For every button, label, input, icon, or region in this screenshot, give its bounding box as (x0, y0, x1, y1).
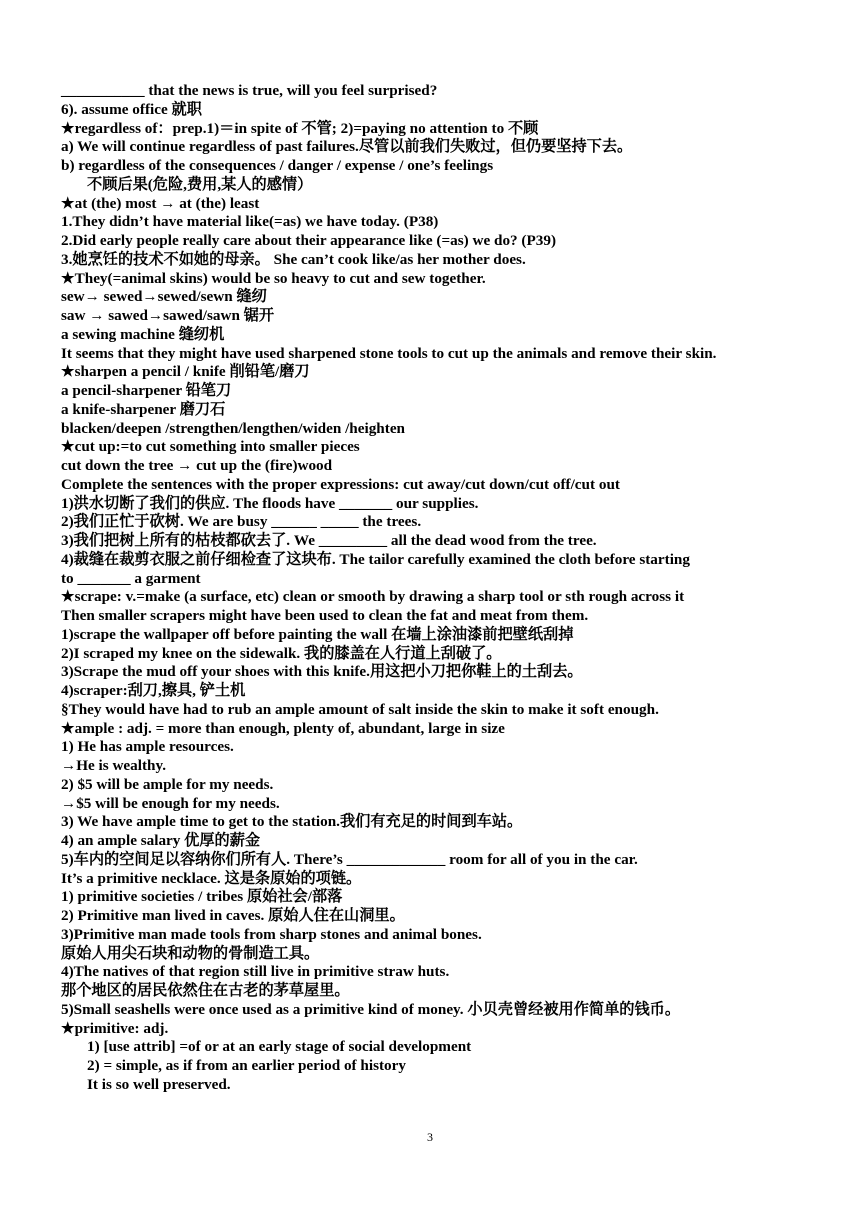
text-line: 3)Scrape the mud off your shoes with this knife.用这把小刀把你鞋上的土刮去。 (61, 663, 583, 681)
text-line: ★They(=animal skins) would be so heavy to cut and sew together. (61, 269, 486, 287)
text-line: 2) $5 will be ample for my needs. (61, 775, 274, 793)
text-line: 2) Primitive man lived in caves. 原始人住在山洞里。 (61, 907, 405, 924)
text-line: Complete the sentences with the proper expressions: cut away/cut down/cut off/cut out (61, 475, 620, 493)
text-line: 2) = simple, as if from an earlier period of history (87, 1057, 406, 1074)
text-line: ★regardless of：prep.1)＝in spite of 不管; 2)=paying no attention to 不顾 (61, 119, 539, 137)
text-line: b) regardless of the consequences / danger / expense / one’s feelings (61, 157, 494, 174)
text-line: a sewing machine 缝纫机 (61, 325, 225, 343)
text-line: 1) He has ample resources. (61, 738, 234, 756)
page-number: 3 (427, 1130, 433, 1144)
text-line: 3) We have ample time to get to the station.我们有充足的时间到车站。 (61, 813, 523, 831)
text-line: ★at (the) most → at (the) least (61, 194, 260, 212)
text-line: saw → sawed→sawed/sawn 锯开 (61, 307, 275, 324)
text-line: 3.她烹饪的技术不如她的母亲。 She can’t cook like/as her mother does. (61, 250, 526, 268)
text-line: 2)I scraped my knee on the sidewalk. 我的膝盖在人行道上刮破了。 (61, 644, 502, 662)
text-line: ★scrape: v.=make (a surface, etc) clean or smooth by drawing a sharp tool or sth rough across it (61, 588, 685, 606)
text-line: ★ample : adj. = more than enough, plenty of, abundant, large in size (61, 719, 505, 737)
text-line: blacken/deepen /strengthen/lengthen/widen /heighten (61, 419, 406, 437)
text-line: a) We will continue regardless of past failures.尽管以前我们失败过，但仍要坚持下去。 (61, 138, 633, 156)
text-line: sew→ sewed→sewed/sewn 缝纫 (61, 288, 267, 306)
text-line: 那个地区的居民依然住在古老的茅草屋里。 (61, 982, 350, 999)
text-line: 4)scraper:刮刀,擦具, 铲土机 (61, 682, 246, 699)
text-line: a pencil-sharpener 铅笔刀 (61, 382, 232, 399)
text-line: It seems that they might have used sharpened stone tools to cut up the animals and remove their skin. (61, 344, 717, 362)
text-line: 2)我们正忙于砍树. We are busy ______ _____ the trees. (61, 513, 422, 531)
document-body (61, 82, 803, 1095)
text-line: It is so well preserved. (87, 1075, 231, 1093)
text-line: 4)裁缝在裁剪衣服之前仔细检查了这块布. The tailor carefully examined the cloth before starting (61, 550, 690, 568)
text-line: It’s a primitive necklace. 这是条原始的项链。 (61, 869, 362, 887)
text-line: 不顾后果(危险,费用,某人的感情） (87, 175, 313, 193)
text-line: §They would have had to rub an ample amount of salt inside the skin to make it soft enough. (61, 700, 659, 718)
text-line: 5)车内的空间足以容纳你们所有人. There’s _____________ room for all of you in the car. (61, 850, 638, 868)
text-line: →$5 will be enough for my needs. (61, 794, 280, 812)
text-line: 1)scrape the wallpaper off before painting the wall 在墙上涂油漆前把壁纸刮掉 (61, 625, 574, 643)
text-line: ___________ that the news is true, will you feel surprised? (61, 82, 438, 99)
text-line: 4) an ample salary 优厚的薪金 (61, 832, 261, 849)
text-line: 1.They didn’t have material like(=as) we have today. (P38) (61, 213, 439, 231)
text-line: 1)洪水切断了我们的供应. The floods have _______ our supplies. (61, 494, 479, 512)
text-line: Then smaller scrapers might have been used to clean the fat and meat from them. (61, 607, 589, 624)
text-line: →He is wealthy. (61, 757, 167, 774)
text-line: 原始人用尖石块和动物的骨制造工具。 (61, 944, 320, 962)
text-line: ★cut up:=to cut something into smaller pieces (61, 438, 360, 456)
text-line: a knife-sharpener 磨刀石 (61, 400, 226, 418)
text-line: 3)我们把树上所有的枯枝都砍去了. We _________ all the dead wood from the tree. (61, 532, 597, 549)
text-line: ★sharpen a pencil / knife 削铅笔/磨刀 (61, 363, 310, 381)
text-line: 1) [use attrib] =of or at an early stage of social development (87, 1038, 472, 1056)
text-line: 1) primitive societies / tribes 原始社会/部落 (61, 888, 343, 906)
text-line: 5)Small seashells were once used as a primitive kind of money. 小贝壳曾经被用作简单的钱币。 (61, 1000, 681, 1018)
text-line: 3)Primitive man made tools from sharp stones and animal bones. (61, 925, 482, 943)
text-line: 4)The natives of that region still live in primitive straw huts. (61, 963, 450, 981)
text-line: ★primitive: adj. (61, 1019, 169, 1037)
text-line: 6). assume office 就职 (61, 100, 202, 118)
text-line: cut down the tree → cut up the (fire)wood (61, 457, 333, 474)
text-line: to _______ a garment (61, 569, 201, 587)
text-line: 2.Did early people really care about their appearance like (=as) we do? (P39) (61, 232, 557, 249)
